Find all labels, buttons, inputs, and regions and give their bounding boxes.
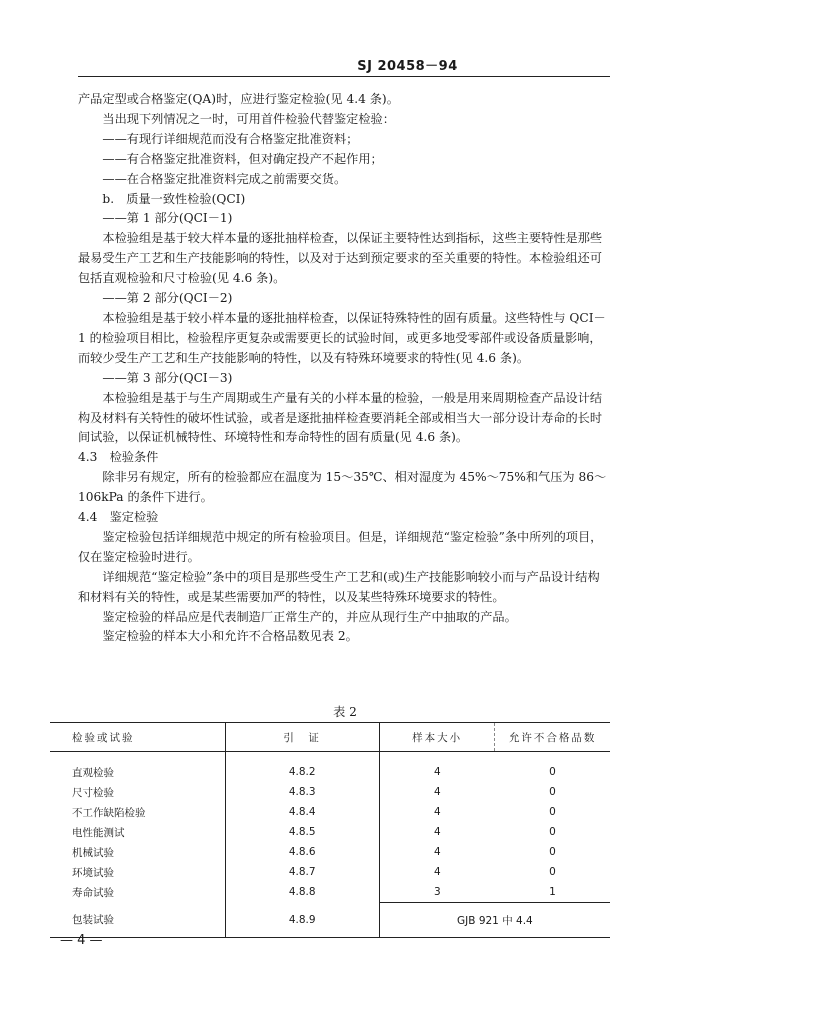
- cell-inspection-item: 不工作缺陷检验: [72, 806, 146, 819]
- header-reference: 引 证: [225, 723, 379, 752]
- table-row: [50, 752, 610, 783]
- cell-inspection-item: 寿命试验: [72, 886, 114, 899]
- cell-reference: 4.8.7: [225, 862, 379, 882]
- header-rule: [78, 76, 610, 77]
- cell-sample-size: 4: [379, 782, 495, 802]
- cell-sample-size: 4: [379, 862, 495, 882]
- paragraph: b. 质量一致性检验(QCI): [102, 191, 246, 206]
- cell-sample-size: 4: [379, 752, 495, 783]
- cell-allowed-rejects: 0: [549, 806, 556, 818]
- cell-allowed-rejects: 1: [549, 886, 556, 898]
- cell-sample-size: 4: [379, 802, 495, 822]
- cell-inspection-item: 电性能测试: [72, 826, 125, 839]
- table-row-packaging: [50, 903, 610, 938]
- cell-merged-requirement: GJB 921 中 4.4: [379, 903, 610, 938]
- table-caption: 表 2: [333, 705, 357, 719]
- header-inspection-item: 检验或试验: [72, 731, 135, 744]
- paragraph: 产品定型或合格鉴定(QA)时，应进行鉴定检验(见 4.4 条)。: [78, 92, 399, 106]
- cell-reference: 4.8.4: [225, 802, 379, 822]
- cell-reference: 4.8.5: [225, 822, 379, 842]
- paragraph: ——有现行详细规范而没有合格鉴定批准资料；: [102, 131, 359, 146]
- cell-sample-size: 4: [379, 822, 495, 842]
- paragraph: ——第 3 部分(QCI－3): [102, 370, 233, 385]
- paragraph: 详细规范“鉴定检验”条中的项目是那些受生产工艺和(或)生产技能影响较小而与产品设计结构和材料有关的特性，或是某些需要加严的特性，以及某些特殊环境要求的特性。: [78, 569, 600, 604]
- table-row: [50, 802, 610, 822]
- cell-reference: 4.8.6: [225, 842, 379, 862]
- cell-sample-size: 4: [379, 842, 495, 862]
- cell-inspection-item: 包装试验: [72, 914, 114, 927]
- paragraph: 鉴定检验包括详细规范中规定的所有检验项目。但是，详细规范“鉴定检验”条中所列的项目，仅在鉴定检验时进行。: [78, 529, 603, 564]
- table-header-row: [50, 723, 610, 752]
- document-body: [78, 90, 610, 647]
- table-row: [50, 822, 610, 842]
- paragraph: 本检验组是基于与生产周期或生产量有关的小样本量的检验，一般是用来周期检查产品设计结构及材料有关特性的破坏性试验，或者是逐批抽样检查要消耗全部或相当大一部分设计寿命的长时间试验，以保证机械特性、环境特性和寿命特性的固有质量(见 4.6 条)。: [78, 390, 603, 445]
- paragraph: 4.4 鉴定检验: [78, 510, 159, 525]
- paragraph: ——在合格鉴定批准资料完成之前需要交货。: [102, 171, 347, 186]
- cell-allowed-rejects: 0: [549, 846, 556, 858]
- paragraph: 当出现下列情况之一时，可用首件检验代替鉴定检验：: [102, 111, 395, 126]
- cell-allowed-rejects: 0: [549, 766, 556, 778]
- cell-allowed-rejects: 0: [549, 826, 556, 838]
- paragraph: ——第 1 部分(QCI－1): [102, 211, 233, 226]
- cell-allowed-rejects: 0: [549, 866, 556, 878]
- inspection-table: [50, 722, 610, 938]
- cell-reference: 4.8.8: [225, 882, 379, 903]
- paragraph: 4.3 检验条件: [78, 450, 159, 465]
- cell-reference: 4.8.2: [225, 752, 379, 783]
- header-sample-size: 样本大小: [379, 723, 495, 752]
- cell-reference: 4.8.9: [225, 903, 379, 938]
- table-row: [50, 862, 610, 882]
- header-allowed-rejects: 允许不合格品数: [495, 723, 610, 752]
- page-number: — 4 —: [60, 933, 103, 948]
- table-row: [50, 882, 610, 903]
- paragraph: 本检验组是基于较小样本量的逐批抽样检查，以保证特殊特性的固有质量。这些特性与 QCI－1 的检验项目相比，检验程序更复杂或需要更长的试验时间，或更多地受零部件或设备质量影响，而较少受生产工艺和生产技能影响的特性，以及有特殊环境要求的特性(见 4.6 条)。: [78, 310, 606, 365]
- paragraph: 本检验组是基于较大样本量的逐批抽样检查，以保证主要特性达到指标，这些主要特性是那些最易受生产工艺和生产技能影响的特性，以及对于达到预定要求的至关重要的特性。本检验组还可包括直观检验和尺寸检验(见 4.6 条)。: [78, 231, 603, 286]
- paragraph: 鉴定检验的样品应是代表制造厂正常生产的，并应从现行生产中抽取的产品。: [102, 609, 517, 624]
- cell-inspection-item: 直观检验: [72, 766, 114, 779]
- paragraph: ——第 2 部分(QCI－2): [102, 291, 233, 306]
- paragraph: ——有合格鉴定批准资料，但对确定投产不起作用；: [102, 151, 383, 166]
- cell-reference: 4.8.3: [225, 782, 379, 802]
- paragraph: 除非另有规定，所有的检验都应在温度为 15～35℃、相对湿度为 45%～75%和气压为 86～106kPa 的条件下进行。: [78, 470, 607, 505]
- table-row: [50, 782, 610, 802]
- cell-inspection-item: 机械试验: [72, 846, 114, 859]
- cell-sample-size: 3: [379, 882, 495, 903]
- document-number: SJ 20458－94: [357, 59, 458, 74]
- cell-inspection-item: 尺寸检验: [72, 786, 114, 799]
- cell-allowed-rejects: 0: [549, 786, 556, 798]
- table-row: [50, 842, 610, 862]
- paragraph: 鉴定检验的样本大小和允许不合格品数见表 2。: [102, 629, 358, 644]
- cell-inspection-item: 环境试验: [72, 866, 114, 879]
